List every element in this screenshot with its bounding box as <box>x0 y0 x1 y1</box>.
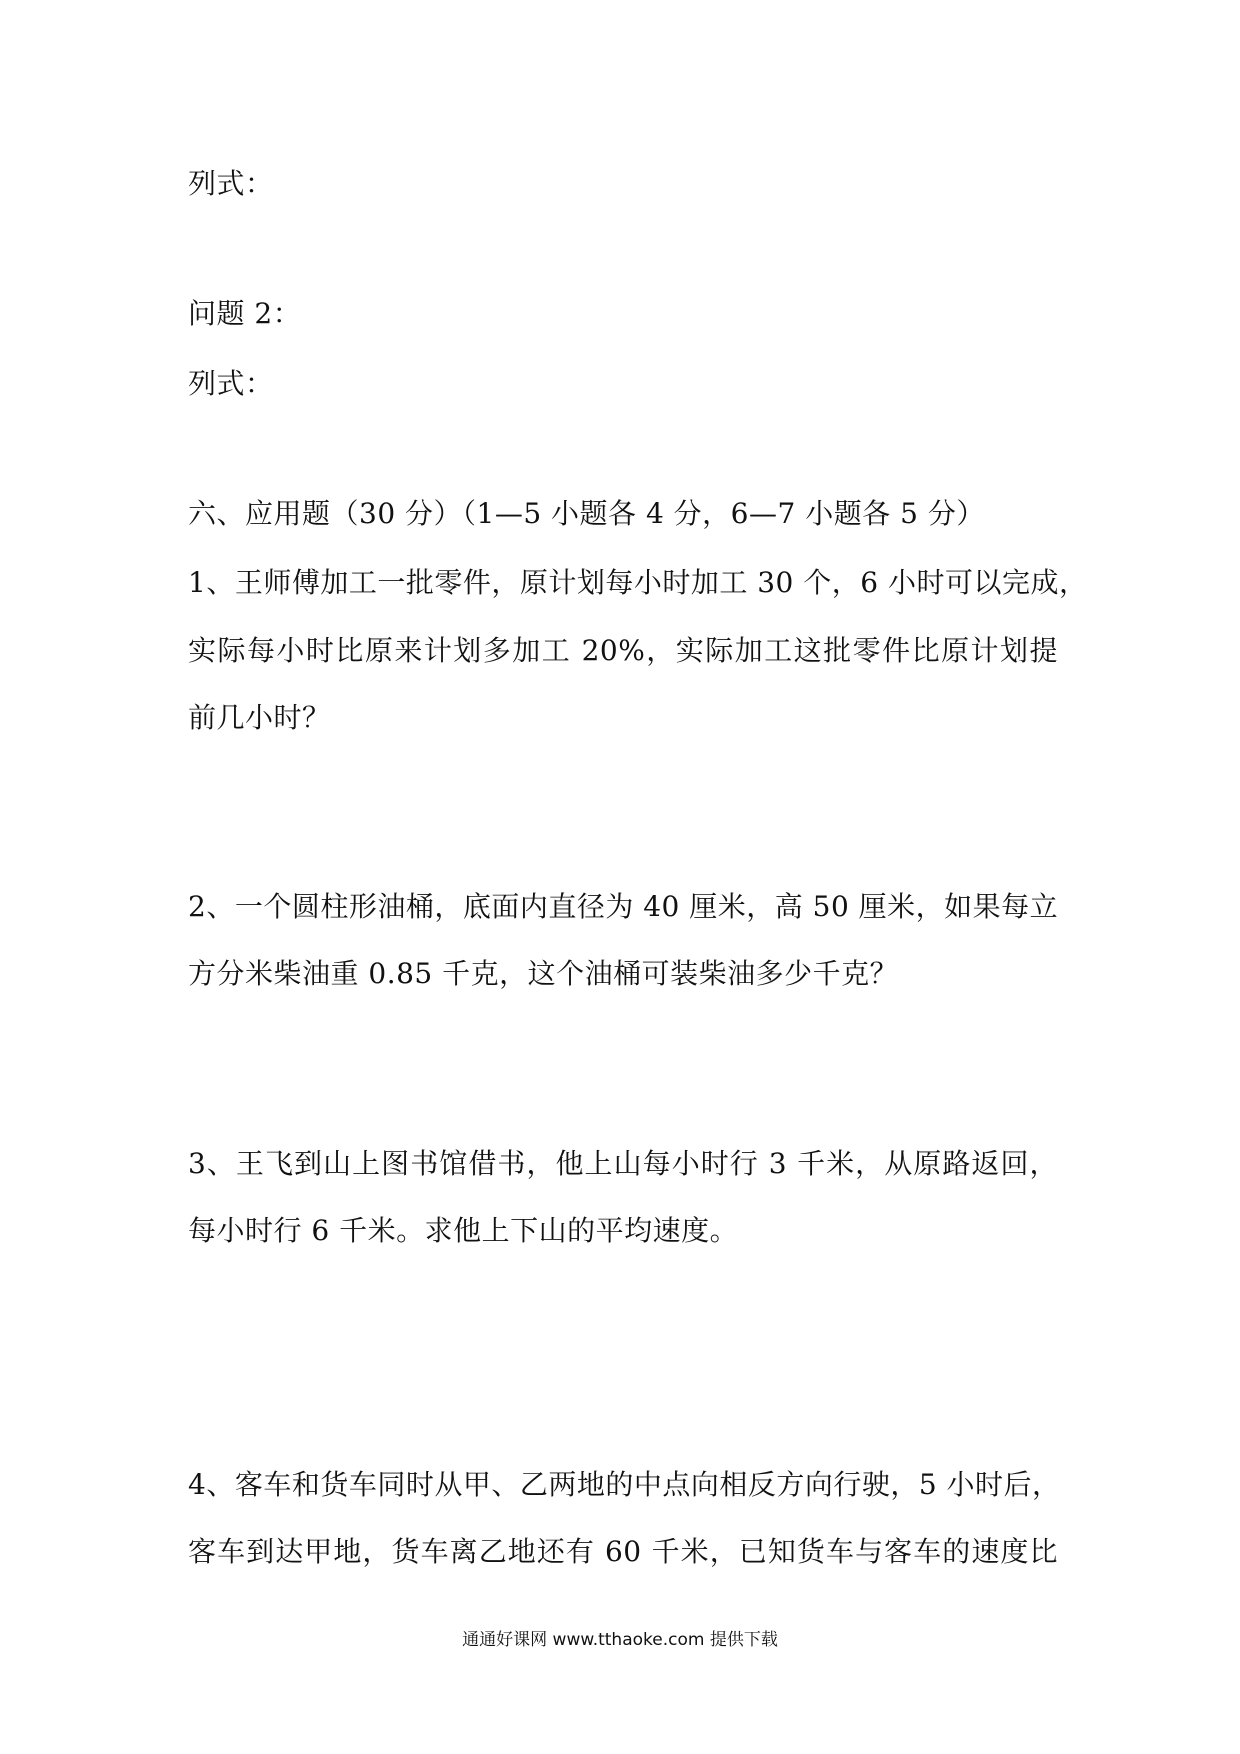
section-heading: 六、应用题（30 分）（1—5 小题各 4 分，6—7 小题各 5 分） <box>188 497 985 530</box>
problem-4-line-2: 客车到达甲地，货车离乙地还有 60 千米，已知货车与客车的速度比 <box>188 1535 1058 1568</box>
page-footer: 通通好课网 www.tthaoke.com 提供下载 <box>462 1630 778 1650</box>
problem-2-line-1: 2、一个圆柱形油桶，底面内直径为 40 厘米，高 50 厘米，如果每立 <box>188 890 1059 923</box>
formula-label-1: 列式： <box>188 167 274 200</box>
problem-3-line-1: 3、王飞到山上图书馆借书，他上山每小时行 3 千米，从原路返回， <box>188 1147 1058 1180</box>
question-2-label: 问题 2： <box>188 297 302 330</box>
formula-label-2: 列式： <box>188 367 274 400</box>
problem-1-line-2: 实际每小时比原来计划多加工 20%，实际加工这批零件比原计划提 <box>188 634 1058 667</box>
problem-1-line-1: 1、王师傅加工一批零件，原计划每小时加工 30 个，6 小时可以完成， <box>188 566 1088 599</box>
problem-4-line-1: 4、客车和货车同时从甲、乙两地的中点向相反方向行驶，5 小时后， <box>188 1468 1061 1501</box>
problem-3-line-2: 每小时行 6 千米。求他上下山的平均速度。 <box>188 1214 739 1247</box>
problem-2-line-2: 方分米柴油重 0.85 千克，这个油桶可装柴油多少千克？ <box>188 957 899 990</box>
problem-1-line-3: 前几小时？ <box>188 701 331 734</box>
